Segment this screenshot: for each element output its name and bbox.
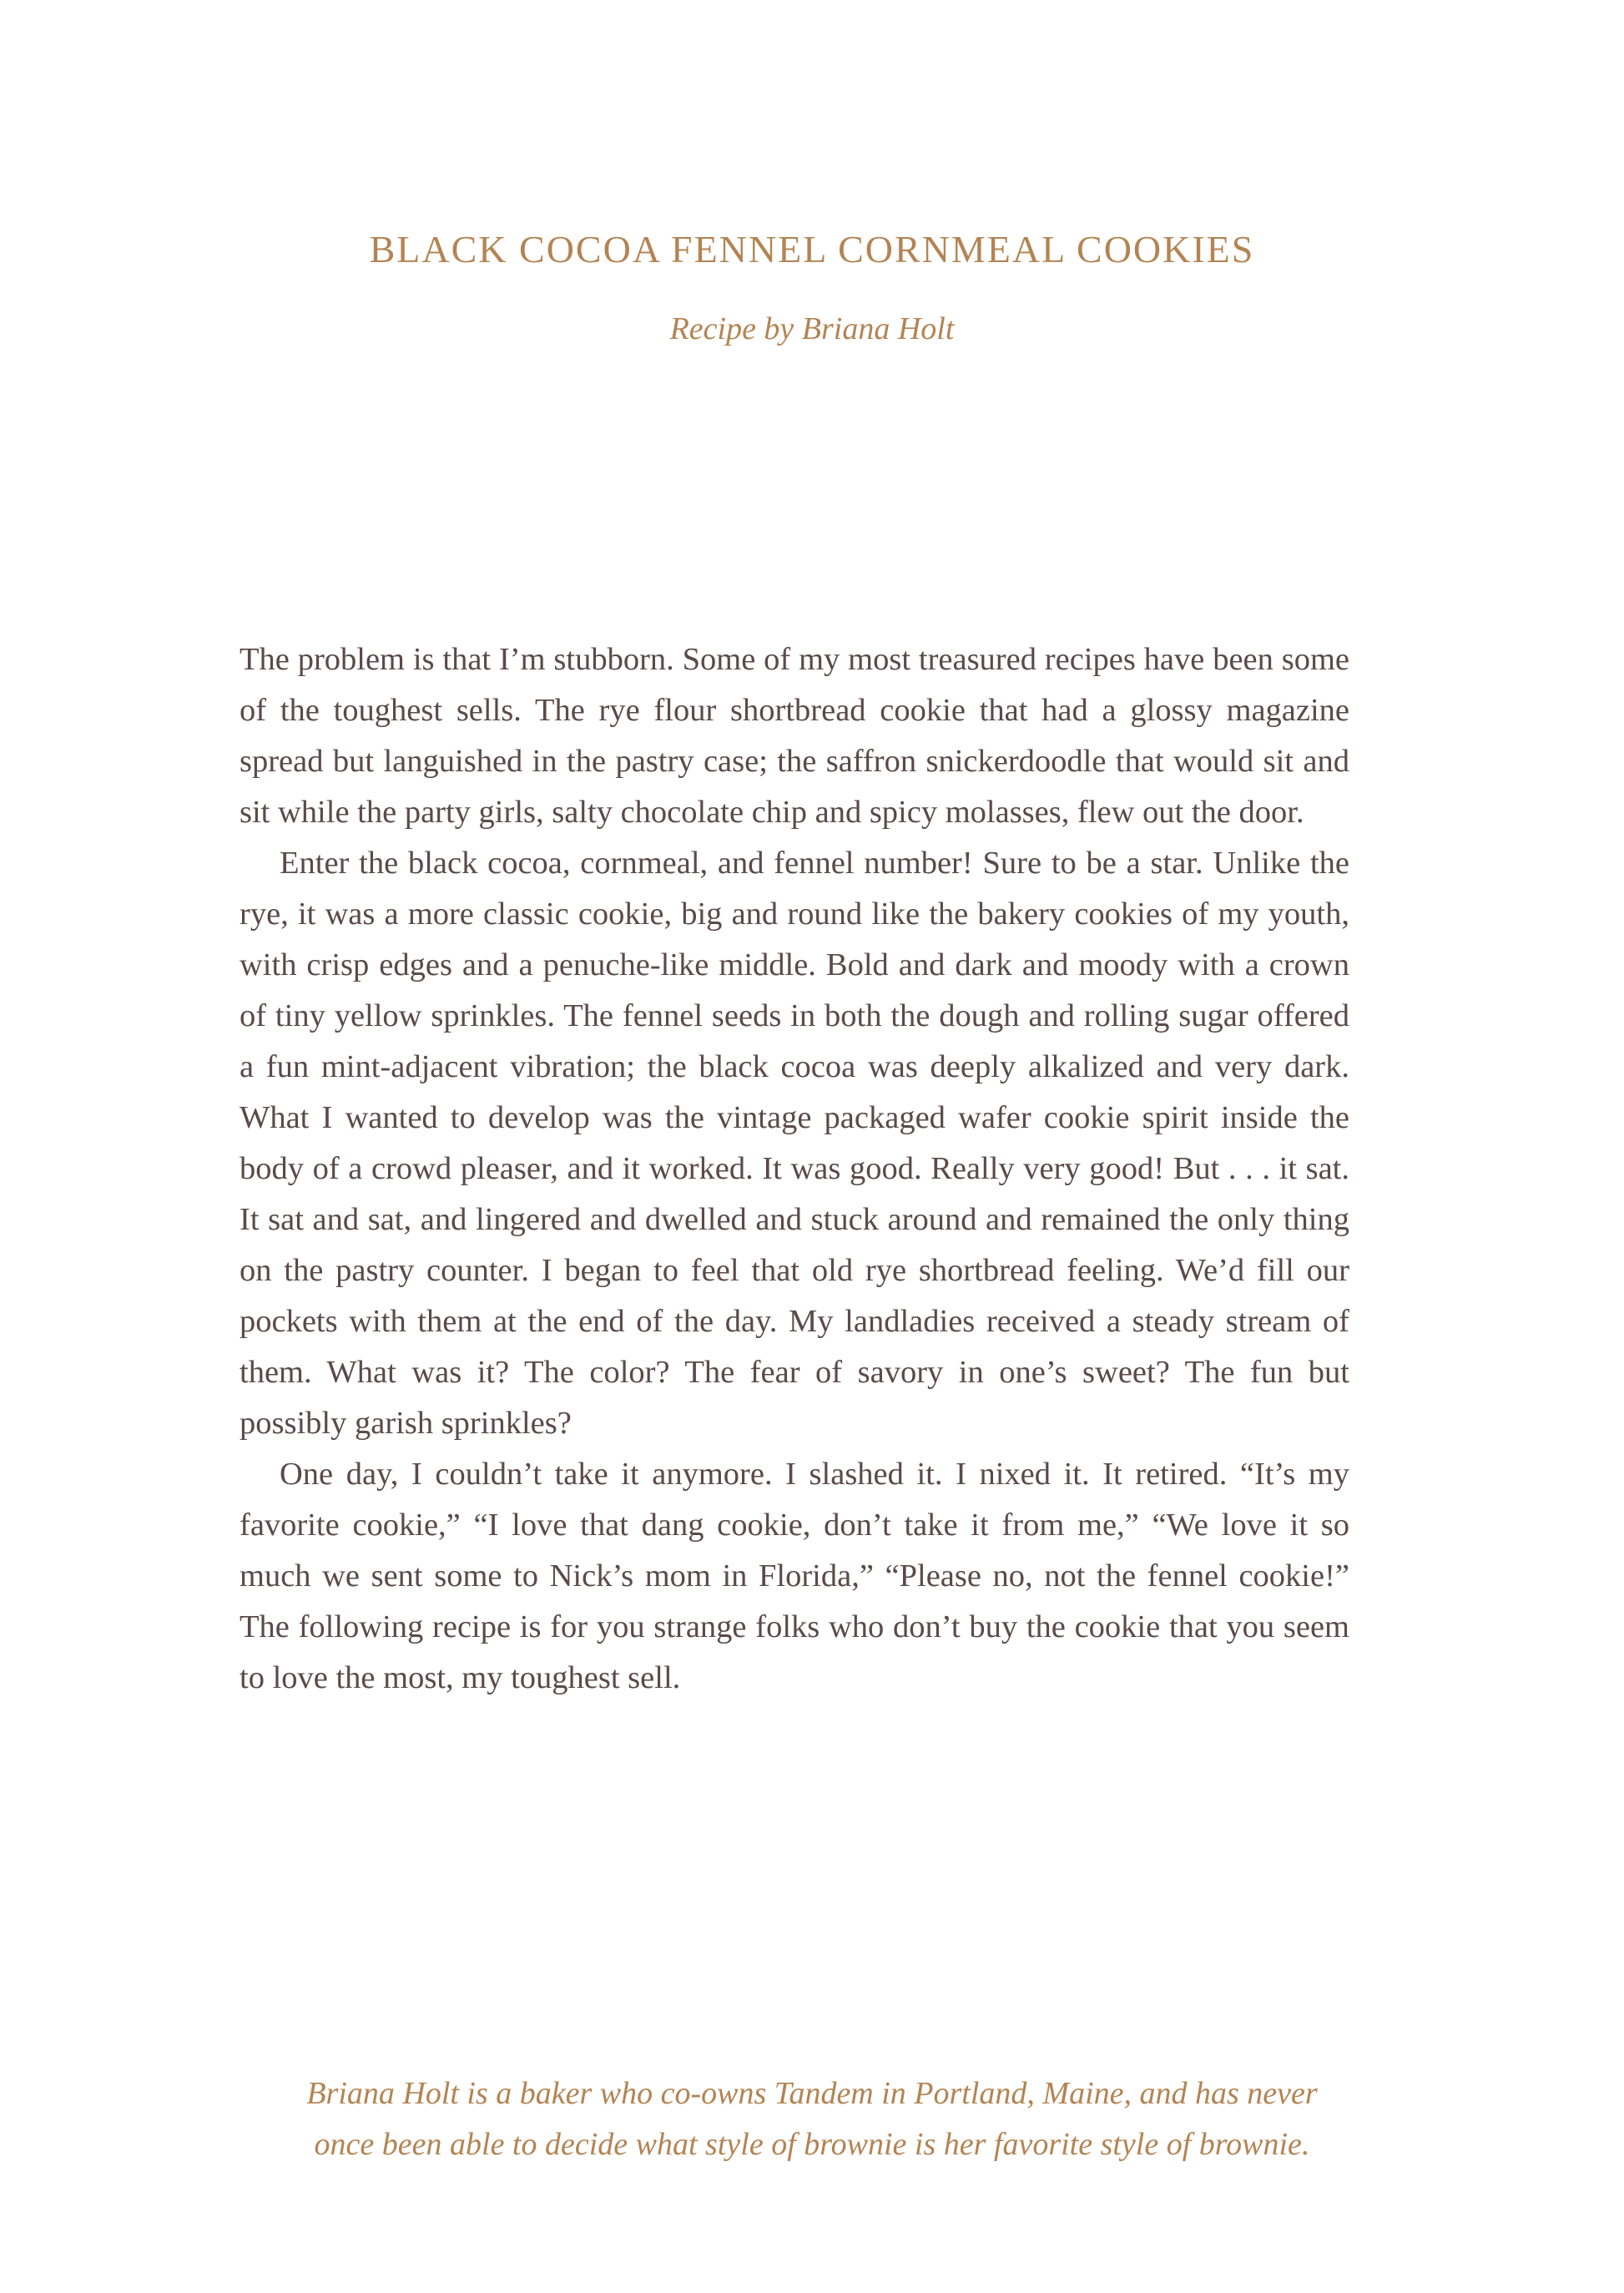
intro-paragraph-1: The problem is that I’m stubborn. Some of my most treasured recipes have been some of the toughest sells. The rye flour shortbread cookie that had a glossy magazine spread but languished in the pastry case; the saffron snickerdoodle that would sit and sit while the party girls, salty chocolate chip and spicy molasses, flew out the door. [240, 642, 1349, 830]
author-bio-line-2: once been able to decide what style of brownie is her favorite style of brownie. [314, 2127, 1310, 2162]
intro-paragraph-2: Enter the black cocoa, cornmeal, and fennel number! Sure to be a star. Unlike the rye, it was a more classic cookie, big and round like the bakery cookies of my youth, with crisp edges and a penuche-like middle. Bold and dark and moody with a crown of tiny yellow sprinkles. The fennel seeds in both the dough and rolling sugar offered a fun mint-adjacent vibration; the black cocoa was deeply alkalized and very dark. What I wanted to develop was the vintage packaged wafer cookie spirit inside the body of a crowd pleaser, and it worked. It was good. Really very good! But . . . it sat. It sat and sat, and lingered and dwelled and stuck around and remained the only thing on the pastry counter. I began to feel that old rye shortbread feeling. We’d fill our pockets with them at the end of the day. My landladies received a steady stream of them. What was it? The color? The fear of savory in one’s sweet? The fun but possibly garish sprinkles? [240, 846, 1349, 1441]
author-bio [217, 2068, 1407, 2170]
intro-paragraph-3: One day, I couldn’t take it anymore. I slashed it. I nixed it. It retired. “It’s my favorite cookie,” “I love that dang cookie, don’t take it from me,” “We love it so much we sent some to Nick’s mom in Florida,” “Please no, not the fennel cookie!” The following recipe is for you strange folks who don’t buy the cookie that you seem to love the most, my toughest sell. [240, 1457, 1349, 1695]
author-bio-line-1: Briana Holt is a baker who co-owns Tandem in Portland, Maine, and has never [306, 2076, 1318, 2111]
intro-text [240, 634, 1349, 1704]
recipe-byline: Recipe by Briana Holt [669, 311, 955, 346]
recipe-title: BLACK COCOA FENNEL CORNMEAL COOKIES [369, 228, 1255, 270]
